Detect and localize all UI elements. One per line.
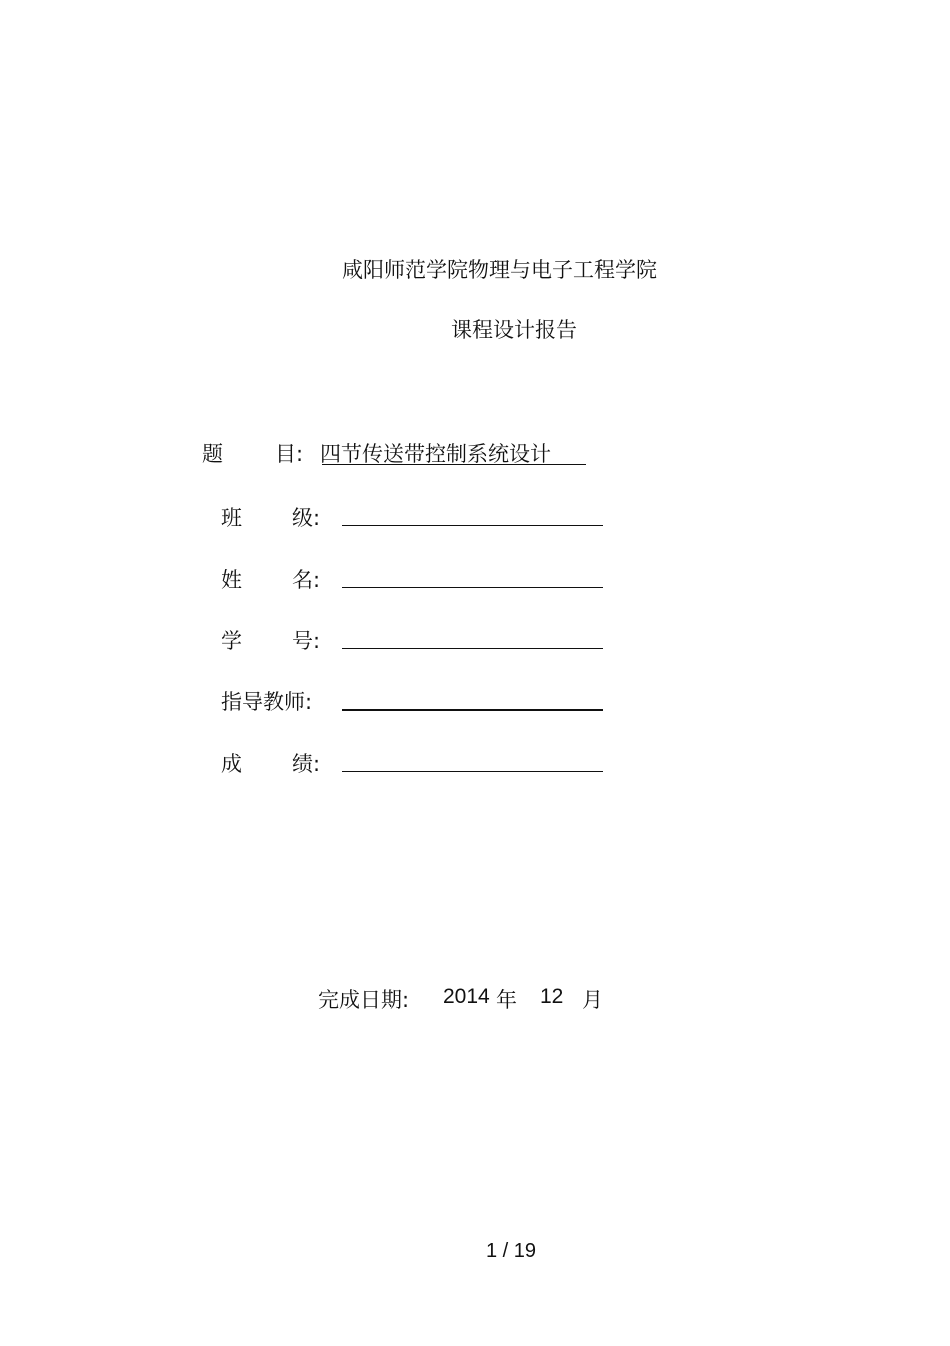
- college-name: 咸阳师范学院物理与电子工程学院: [342, 258, 657, 282]
- completion-month: 12: [540, 985, 564, 1008]
- completion-year-unit: 年: [496, 988, 517, 1012]
- completion-year: 2014: [443, 985, 490, 1008]
- grade-underline: [342, 771, 603, 772]
- title-underline: [322, 464, 586, 465]
- class-label-b: 级:: [292, 506, 321, 530]
- report-type: 课程设计报告: [451, 318, 577, 342]
- completion-label: 完成日期:: [318, 988, 410, 1012]
- student-id-label-b: 号:: [292, 629, 321, 653]
- completion-month-unit: 月: [582, 988, 603, 1012]
- title-value: 四节传送带控制系统设计: [320, 442, 551, 466]
- page-indicator: 1 / 19: [486, 1240, 537, 1262]
- name-label-b: 名:: [292, 568, 321, 592]
- title-label-b: 目:: [275, 442, 304, 466]
- grade-label-b: 绩:: [292, 752, 321, 776]
- class-underline: [342, 525, 603, 526]
- advisor-label: 指导教师:: [221, 690, 313, 714]
- grade-label-a: 成: [221, 752, 242, 776]
- name-underline: [342, 587, 603, 588]
- class-label-a: 班: [221, 506, 242, 530]
- title-label-a: 题: [202, 442, 223, 466]
- student-id-label-a: 学: [221, 629, 242, 653]
- name-label-a: 姓: [221, 568, 242, 592]
- advisor-underline: [342, 709, 603, 711]
- student-id-underline: [342, 648, 603, 649]
